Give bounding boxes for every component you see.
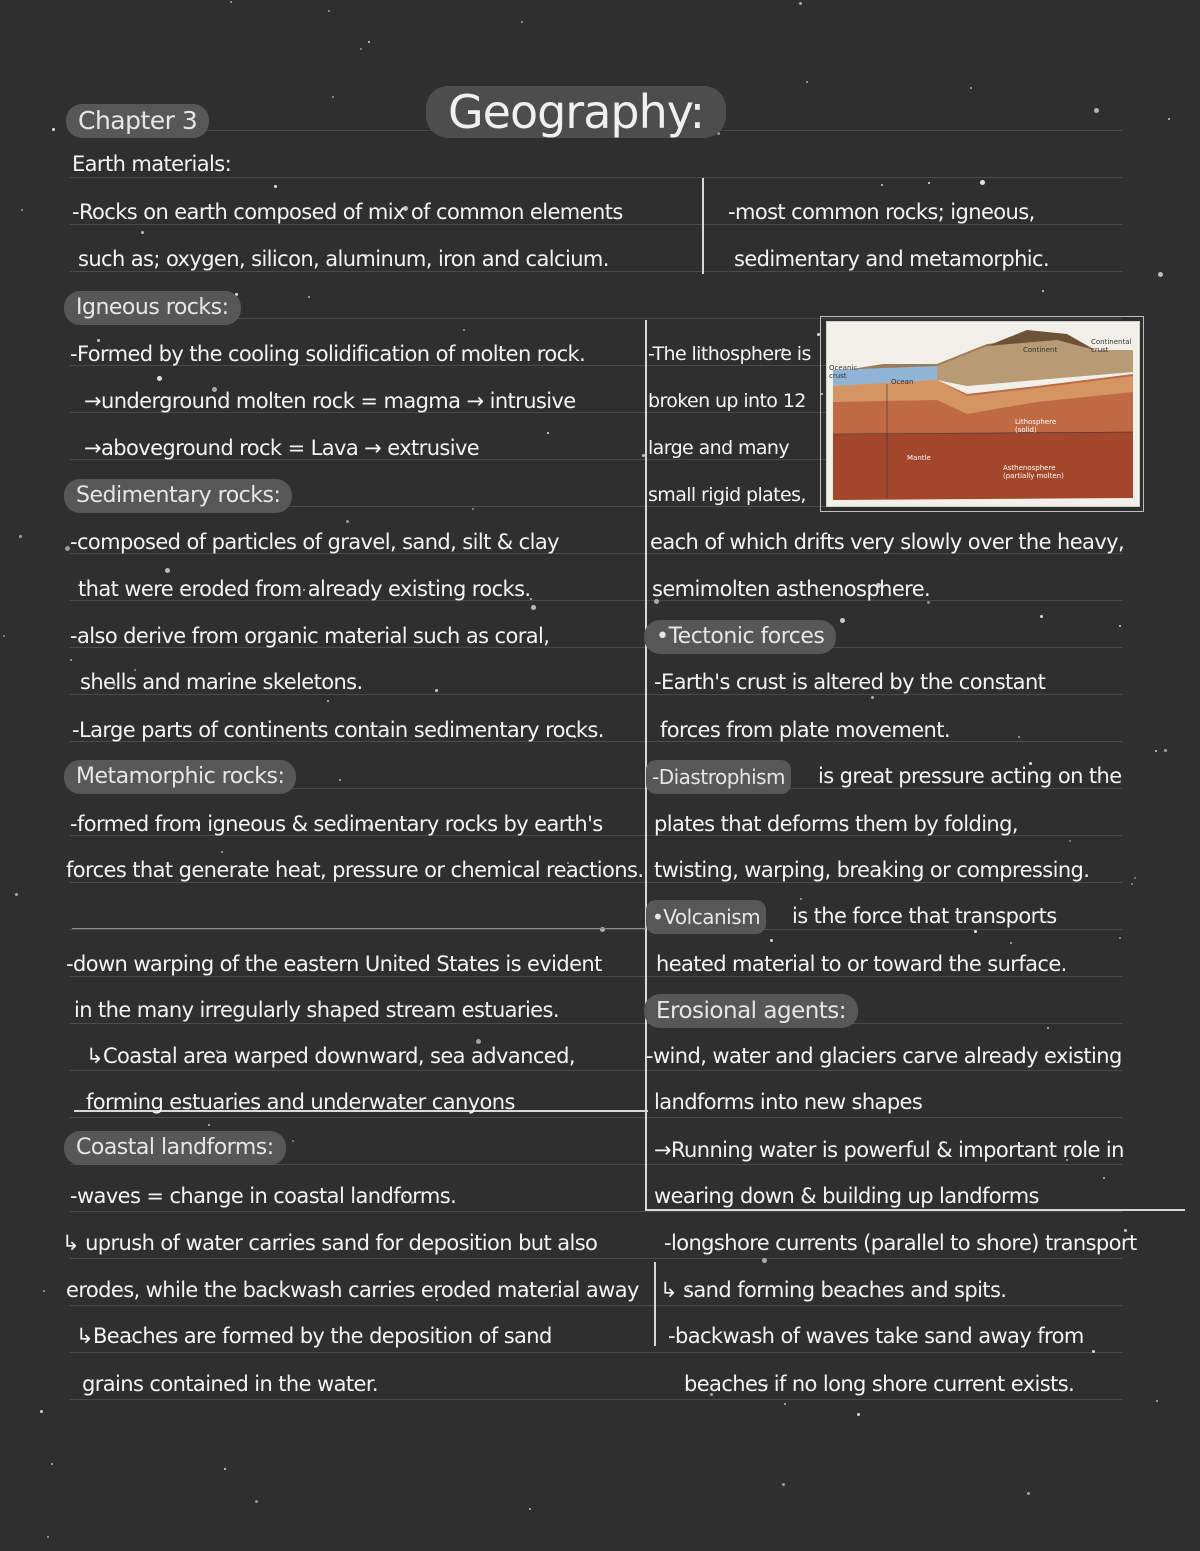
- speckle-dot: [255, 1500, 258, 1503]
- speckle-dot: [980, 180, 985, 185]
- lithosphere-line-2: broken up into 12: [648, 390, 806, 412]
- speckle-dot: [208, 1124, 210, 1126]
- earth-materials-line-2: such as; oxygen, silicon, aluminum, iron and calcium.: [78, 247, 609, 271]
- speckle-dot: [1069, 840, 1071, 842]
- speckle-dot: [435, 689, 438, 692]
- speckle-dot: [529, 1508, 531, 1510]
- speckle-dot: [47, 1536, 49, 1538]
- speckle-dot: [19, 535, 22, 538]
- speckle-dot: [881, 184, 883, 186]
- speckle-dot: [230, 1, 232, 3]
- lithosphere-line-6: semimolten asthenosphere.: [652, 577, 931, 601]
- speckle-dot: [1092, 1350, 1095, 1353]
- common-rocks-line-1: -most common rocks; igneous,: [728, 200, 1035, 224]
- coastal-line-3: erodes, while the backwash carries eroded material away: [66, 1278, 639, 1302]
- coastal-heading: Coastal landforms:: [64, 1131, 286, 1165]
- coastal-line-1: -waves = change in coastal landforms.: [70, 1184, 457, 1208]
- speckle-dot: [1103, 1177, 1105, 1179]
- label-oceanic-crust: Oceanic crust: [829, 364, 858, 380]
- speckle-dot: [806, 81, 808, 83]
- erosional-line-1: -wind, water and glaciers carve already existing: [646, 1044, 1122, 1068]
- metamorphic-line-1: -formed from igneous & sedimentary rocks by earth's: [70, 812, 603, 836]
- page-title: Geography:: [426, 86, 726, 138]
- speckle-dot: [463, 329, 465, 331]
- erosional-line-6: ↳ sand forming beaches and spits.: [660, 1278, 1007, 1302]
- ruled-line: [70, 1258, 1122, 1259]
- tectonic-heading: •Tectonic forces: [644, 620, 836, 654]
- igneous-heading: Igneous rocks:: [64, 291, 241, 325]
- label-lithosphere: Lithosphere (solid): [1015, 418, 1057, 434]
- erosional-line-7: -backwash of waves take sand away from: [668, 1324, 1084, 1348]
- common-rocks-line-2: sedimentary and metamorphic.: [734, 247, 1050, 271]
- speckle-dot: [770, 939, 773, 942]
- speckle-dot: [360, 48, 362, 50]
- label-ocean: Ocean: [891, 378, 914, 386]
- speckle-dot: [346, 520, 349, 523]
- speckle-dot: [928, 182, 930, 184]
- speckle-dot: [327, 700, 329, 702]
- tectonic-line-3: is great pressure acting on the: [818, 764, 1122, 788]
- label-asthenosphere: Asthenosphere (partially molten): [1003, 464, 1064, 480]
- speckle-dot: [292, 1140, 294, 1142]
- ruled-line: [70, 1305, 1122, 1306]
- igneous-line-3: →aboveground rock = Lava → extrusive: [84, 436, 480, 460]
- label-mantle: Mantle: [907, 454, 931, 462]
- downwarping-line-3: ↳Coastal area warped downward, sea advanced,: [86, 1044, 575, 1068]
- sedimentary-line-1: -composed of particles of gravel, sand, silt & clay: [70, 530, 559, 554]
- column-divider-top: [702, 178, 704, 274]
- section-divider-left: [72, 928, 646, 929]
- speckle-dot: [1119, 625, 1121, 627]
- tectonic-line-7: heated material to or toward the surface.: [656, 952, 1067, 976]
- sedimentary-heading: Sedimentary rocks:: [64, 479, 292, 513]
- speckle-dot: [1094, 108, 1099, 113]
- erosional-line-2: landforms into new shapes: [654, 1090, 923, 1114]
- speckle-dot: [21, 209, 23, 211]
- speckle-dot: [43, 1290, 45, 1292]
- ruled-line: [70, 1070, 1122, 1071]
- speckle-dot: [1010, 942, 1012, 944]
- speckle-dot: [165, 568, 170, 573]
- speckle-dot: [472, 508, 474, 510]
- coastal-line-4: ↳Beaches are formed by the deposition of sand: [76, 1324, 552, 1348]
- sedimentary-line-2: that were eroded from already existing rocks.: [78, 577, 531, 601]
- speckle-dot: [51, 1463, 53, 1465]
- erosional-line-5: -longshore currents (parallel to shore) transport: [664, 1231, 1137, 1255]
- tectonic-line-1: -Earth's crust is altered by the constant: [654, 670, 1046, 694]
- erosional-line-4: wearing down & building up landforms: [654, 1184, 1039, 1208]
- speckle-dot: [1131, 883, 1133, 885]
- speckle-dot: [368, 41, 370, 43]
- speckle-dot: [141, 231, 144, 234]
- speckle-dot: [1158, 272, 1163, 277]
- label-continental-crust: Continental crust: [1091, 338, 1132, 354]
- sedimentary-line-3: -also derive from organic material such as coral,: [70, 624, 550, 648]
- speckle-dot: [157, 376, 162, 381]
- earth-materials-heading: Earth materials:: [72, 152, 232, 176]
- speckle-dot: [800, 898, 802, 900]
- speckle-dot: [1027, 1492, 1030, 1495]
- lithosphere-line-5: each of which drifts very slowly over the heavy,: [650, 530, 1125, 554]
- speckle-dot: [221, 851, 223, 853]
- sedimentary-line-4: shells and marine skeletons.: [80, 670, 363, 694]
- speckle-dot: [339, 779, 341, 781]
- earth-materials-line-1: -Rocks on earth composed of mix of common elements: [72, 200, 623, 224]
- speckle-dot: [1040, 615, 1043, 618]
- speckle-dot: [799, 2, 802, 5]
- speckle-dot: [871, 696, 874, 699]
- speckle-dot: [52, 128, 55, 131]
- speckle-dot: [40, 1410, 43, 1413]
- speckle-dot: [974, 930, 977, 933]
- speckle-dot: [328, 10, 330, 12]
- downwarping-line-2: in the many irregularly shaped stream estuaries.: [74, 998, 559, 1022]
- speckle-dot: [531, 605, 536, 610]
- speckle-dot: [1134, 877, 1136, 879]
- speckle-dot: [857, 1413, 860, 1416]
- tectonic-line-2: forces from plate movement.: [660, 718, 950, 742]
- speckle-dot: [15, 893, 18, 896]
- igneous-line-2: →underground molten rock = magma → intrusive: [84, 389, 576, 413]
- speckle-dot: [308, 296, 310, 298]
- speckle-dot: [521, 21, 523, 23]
- ruled-line: [70, 1117, 1122, 1118]
- speckle-dot: [1156, 1400, 1158, 1402]
- erosional-line-3: →Running water is powerful & important role in: [654, 1138, 1124, 1162]
- speckle-dot: [1018, 736, 1020, 738]
- speckle-dot: [1155, 750, 1157, 752]
- ruled-line: [70, 1211, 1122, 1212]
- speckle-dot: [1042, 290, 1044, 292]
- tectonic-line-4: plates that deforms them by folding,: [654, 812, 1018, 836]
- column-divider-bottom: [654, 1262, 656, 1346]
- speckle-dot: [782, 1483, 785, 1486]
- metamorphic-heading: Metamorphic rocks:: [64, 760, 296, 794]
- speckle-dot: [224, 1468, 226, 1470]
- speckle-dot: [1047, 1027, 1049, 1029]
- speckle-dot: [1164, 749, 1167, 752]
- downwarping-line-4: forming estuaries and underwater canyons: [86, 1090, 515, 1114]
- lithosphere-line-1: -The lithosphere is: [648, 343, 811, 365]
- sedimentary-line-5: -Large parts of continents contain sedimentary rocks.: [72, 718, 604, 742]
- speckle-dot: [840, 618, 845, 623]
- plate-diagram: [826, 321, 1140, 507]
- volcanism-term: •Volcanism: [646, 900, 766, 934]
- chapter-label: Chapter 3: [66, 104, 209, 138]
- metamorphic-line-2: forces that generate heat, pressure or chemical reactions.: [66, 858, 644, 882]
- downwarping-line-1: -down warping of the eastern United States is evident: [66, 952, 602, 976]
- erosional-heading: Erosional agents:: [644, 994, 858, 1028]
- ruled-line: [70, 1352, 1122, 1353]
- diastrophism-term: -Diastrophism: [646, 760, 791, 794]
- speckle-dot: [332, 96, 334, 98]
- coastal-line-2: ↳ uprush of water carries sand for deposition but also: [62, 1231, 598, 1255]
- speckle-dot: [762, 1258, 767, 1263]
- tectonic-line-5: twisting, warping, breaking or compressing.: [654, 858, 1090, 882]
- speckle-dot: [1119, 937, 1121, 939]
- label-continent: Continent: [1023, 346, 1058, 354]
- lithosphere-line-3: large and many: [648, 437, 790, 459]
- speckle-dot: [274, 185, 277, 188]
- coastal-line-5: grains contained in the water.: [82, 1372, 379, 1396]
- ruled-line: [70, 1399, 1122, 1400]
- erosional-line-8: beaches if no long shore current exists.: [684, 1372, 1075, 1396]
- speckle-dot: [784, 1403, 786, 1405]
- igneous-line-1: -Formed by the cooling solidification of molten rock.: [70, 342, 586, 366]
- lithosphere-line-4: small rigid plates,: [648, 484, 806, 506]
- speckle-dot: [70, 659, 72, 661]
- speckle-dot: [547, 432, 549, 434]
- speckle-dot: [3, 635, 5, 637]
- speckle-dot: [970, 87, 972, 89]
- tectonic-line-6: is the force that transports: [792, 904, 1057, 928]
- speckle-dot: [1168, 118, 1170, 120]
